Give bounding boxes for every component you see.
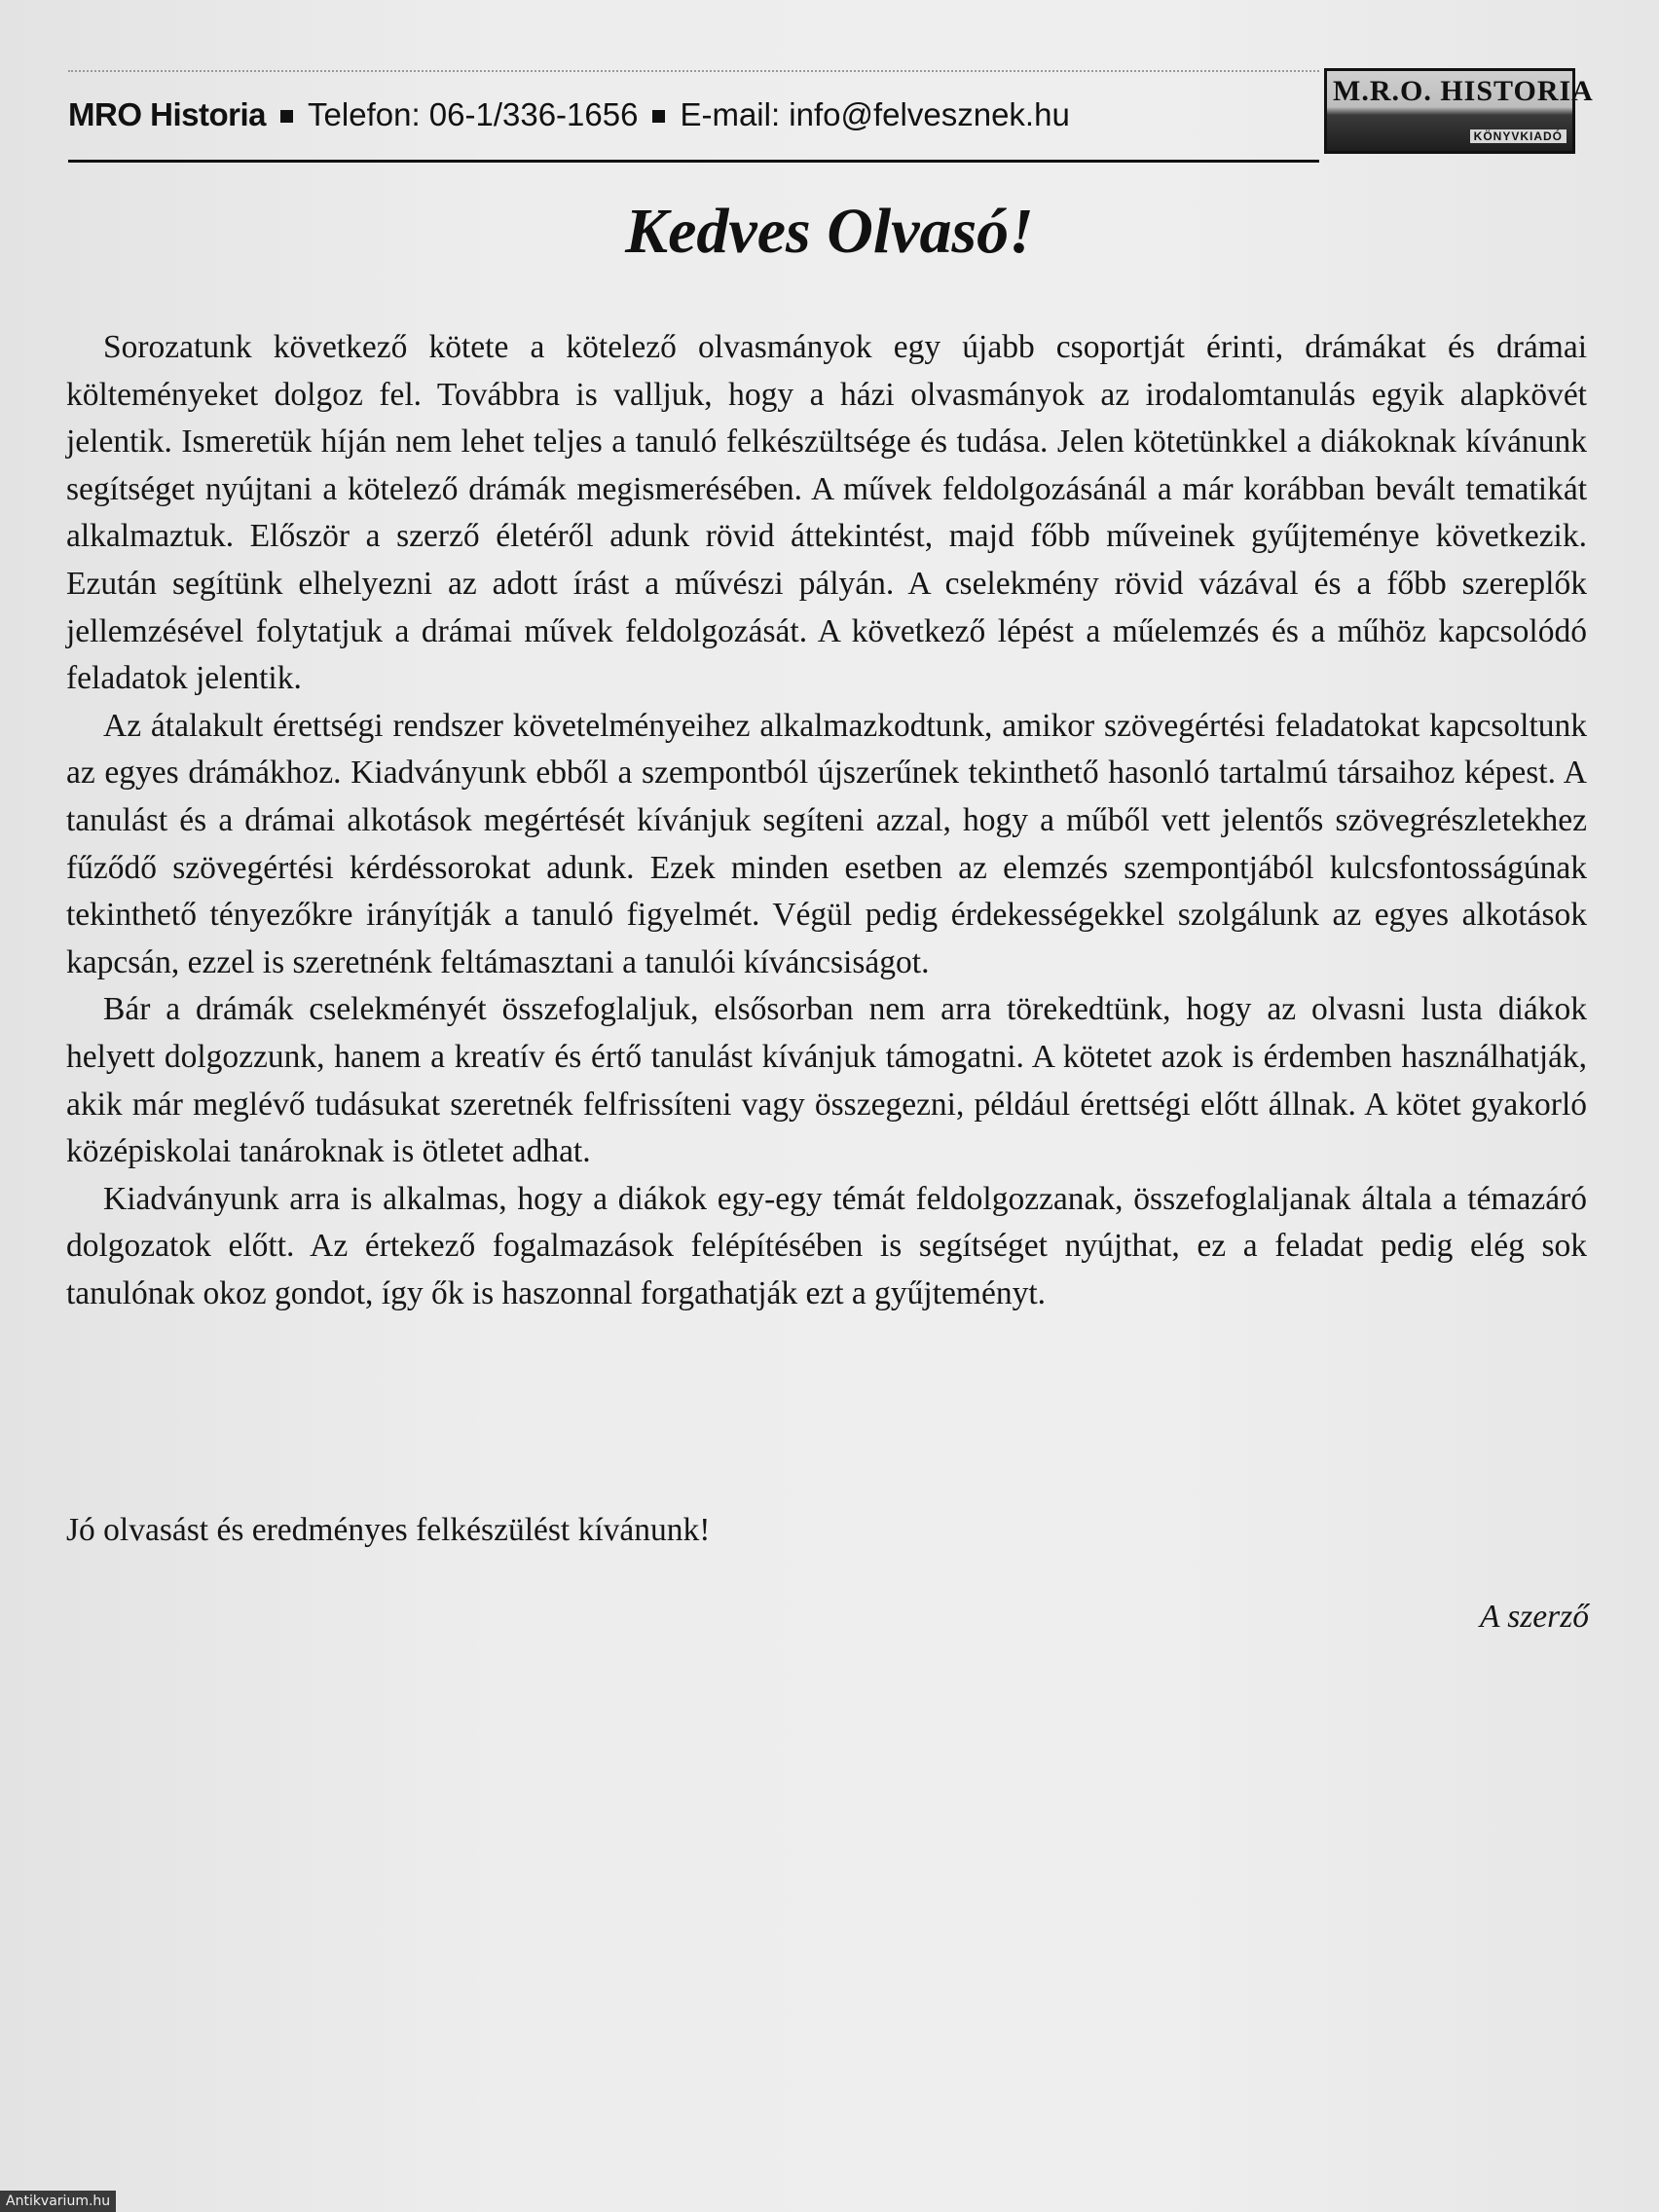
paragraph: Sorozatunk következő kötete a kötelező olvasmányok egy újabb csoportját érinti, drámákat és drámai költeményeket dolgoz fel. Továbbra is valljuk, hogy a házi olvasmányok az irodalomtanulás egyik alapkövét jelentik. Ismeretük híján nem lehet teljes a tanuló felkészültsége és tudása. Jelen kötetünkkel a diákoknak kívánunk segítséget nyújtani a kötelező drámák megismerésében. A művek feldolgozásánál a már korábban bevált tematikát alkalmaztuk. Először a szerző életéről adunk rövid áttekintést, majd főbb műveinek gyűjteménye következik. Ezután segítünk elhelyezni az adott írást a művészi pályán. A cselekmény rövid vázával és a főbb szereplők jellemzésével folytatjuk a drámai művek feldolgozását. A következő lépést a műelemzés és a műhöz kapcsolódó feladatok jelentik.	[66, 329, 1587, 697]
header-dotted-line	[68, 70, 1319, 72]
paragraph: Kiadványunk arra is alkalmas, hogy a diákok egy-egy témát feldolgozzanak, összefoglaljanak általa a témazáró dolgozatok előtt. Az értekező fogalmazások felépítésében is segítséget nyújthat, ez a feladat pedig elég sok tanulónak okoz gondot, így ők is haszonnal forgathatják ezt a gyűjteményt.	[66, 1180, 1587, 1311]
bullet-square-icon	[280, 110, 293, 123]
paragraph: Bár a drámák cselekményét összefoglaljuk, elsősorban nem arra törekedtünk, hogy az olvasni lusta diákok helyett dolgozzunk, hanem a kreatív és értő tanulást kívánjuk támogatni. A kötetet azok is érdemben használhatják, akik már meglévő tudásukat szeretnék felfrissíteni vagy összegezni, például érettségi előtt állnak. A kötet gyakorló középiskolai tanároknak is ötletet adhat.	[66, 991, 1587, 1170]
paragraph: Az átalakult érettségi rendszer követelményeihez alkalmazkodtunk, amikor szövegértési feladatokat kapcsoltunk az egyes drámákhoz. Kiadványunk ebből a szempontból újszerűnek tekinthető hasonló tartalmú társaihoz képest. A tanulást és a drámai alkotások megértését kívánjuk segíteni azzal, hogy a műből vett jelentős szövegrészletekhez fűződő szövegértési kérdéssorokat adunk. Ezek minden esetben az elemzés szempontjából kulcsfontosságúnak tekinthető tényezőkre irányítják a tanuló figyelmét. Végül pedig érdekességekkel szolgálunk az egyes alkotások kapcsán, ezzel is szeretnénk feltámasztani a tanulói kíváncsiságot.	[66, 707, 1587, 980]
watermark: Antikvarium.hu	[0, 2191, 116, 2212]
header-email: E-mail: info@felvesznek.hu	[680, 96, 1070, 132]
body-text	[66, 324, 1587, 1317]
header-rule	[68, 160, 1319, 163]
header-contact-line	[68, 93, 1070, 136]
signature: A szerző	[1480, 1599, 1589, 1635]
closing-line: Jó olvasást és eredményes felkészülést kívánunk!	[66, 1512, 711, 1548]
bullet-square-icon	[652, 110, 665, 123]
publisher-logo	[1324, 68, 1594, 154]
page-title: Kedves Olvasó!	[625, 196, 1034, 267]
header-phone: Telefon: 06-1/336-1656	[308, 96, 639, 132]
logo-subtitle: KÖNYVKIADÓ	[1470, 129, 1567, 143]
header-brand: MRO Historia	[68, 96, 267, 132]
logo-title: M.R.O. HISTORIA	[1333, 75, 1594, 107]
page-header	[68, 68, 1594, 166]
